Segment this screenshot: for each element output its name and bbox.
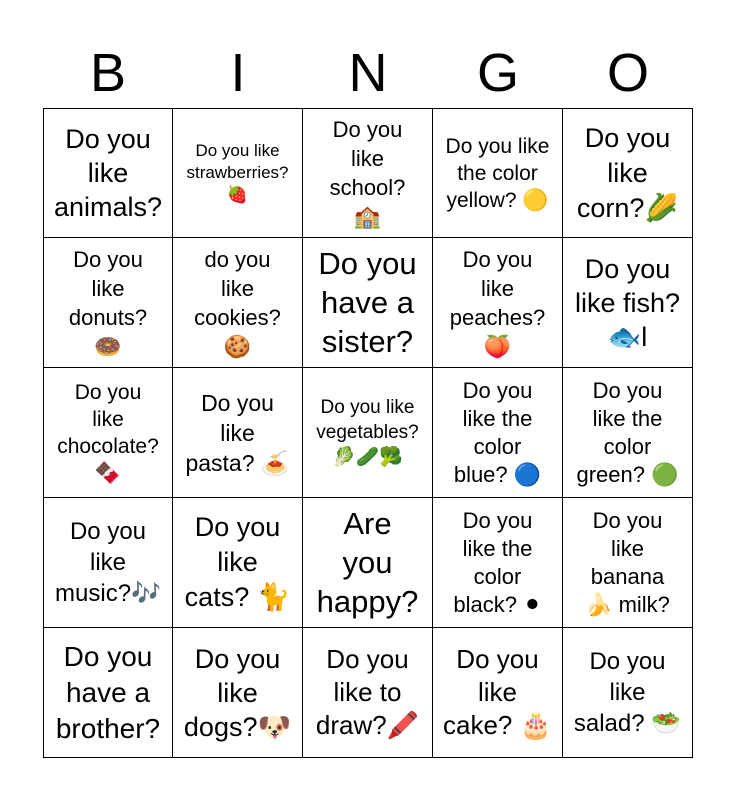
bingo-cell-text: Do you like the color green? 🟢 [576, 377, 679, 487]
bingo-cell[interactable] [303, 108, 433, 238]
bingo-cell[interactable] [173, 238, 303, 368]
bingo-cell[interactable] [303, 498, 433, 628]
bingo-cell[interactable] [433, 628, 563, 758]
bingo-cell[interactable] [563, 238, 693, 368]
bingo-cell-text: Do you like music?🎶 [55, 518, 161, 607]
bingo-cell-text: Do you like donuts? 🍩 [68, 246, 148, 359]
bingo-cell-text: Do you like the color yellow? 🟡 [445, 134, 550, 212]
bingo-cell[interactable] [433, 368, 563, 498]
bingo-cell[interactable] [563, 108, 693, 238]
bingo-cell[interactable] [563, 628, 693, 758]
header-letter-o: O [606, 43, 649, 103]
bingo-cell-text: Do you like cake? 🎂 [443, 644, 552, 740]
bingo-cell-text: Do you like strawberries? 🍓 [186, 141, 289, 204]
bingo-cell[interactable] [43, 498, 173, 628]
bingo-cell[interactable] [173, 108, 303, 238]
bingo-cell[interactable] [433, 108, 563, 238]
bingo-header [43, 40, 693, 106]
bingo-cell-text: Do you like peaches? 🍑 [449, 246, 546, 359]
bingo-cell-text: Do you have a sister? [318, 246, 417, 359]
bingo-cell-text: Do you like pasta? 🍝 [185, 389, 290, 476]
bingo-cell-text: Do you like corn?🌽 [576, 122, 679, 223]
header-letter-n: N [348, 43, 388, 103]
bingo-cell[interactable] [173, 368, 303, 498]
bingo-cell[interactable] [173, 628, 303, 758]
bingo-cell[interactable] [43, 368, 173, 498]
bingo-cell[interactable] [303, 238, 433, 368]
bingo-cell-text: Do you like vegetables? 🥬🥒🥦 [316, 397, 419, 468]
bingo-cell-text: Do you like school? 🏫 [329, 117, 406, 229]
bingo-cell-text: Do you like chocolate? 🍫 [57, 380, 159, 485]
header-letter-i: I [230, 43, 246, 103]
bingo-cell[interactable] [433, 498, 563, 628]
header-letter-b: B [89, 43, 127, 103]
bingo-cell[interactable] [563, 368, 693, 498]
header-letter-g: G [476, 43, 519, 103]
bingo-cell-text: Do you like banana 🍌 milk? [585, 507, 670, 617]
bingo-grid [43, 108, 693, 758]
bingo-cell[interactable] [563, 498, 693, 628]
bingo-cell-text: Do you have a brother? [55, 640, 161, 744]
bingo-cell-text: Do you like to draw?🖍️ [315, 644, 420, 740]
bingo-cell[interactable] [173, 498, 303, 628]
bingo-cell[interactable] [43, 108, 173, 238]
bingo-cell-text: Do you like the color black? ⚫ [453, 507, 542, 617]
bingo-cell-text: Do you like salad? 🥗 [573, 648, 682, 737]
bingo-cell-text: Do you like the color blue? 🔵 [453, 377, 542, 487]
bingo-cell[interactable] [43, 238, 173, 368]
bingo-cell-text: Are you happy? [316, 506, 419, 619]
bingo-cell-text: Do you like dogs?🐶 [183, 643, 292, 742]
bingo-cell-text: do you like cookies? 🍪 [194, 246, 281, 359]
bingo-cell-text: Do you like fish? 🐟l [574, 253, 681, 352]
bingo-cell-text: Do you like cats? 🐈 [184, 512, 291, 612]
bingo-cell[interactable] [43, 628, 173, 758]
bingo-cell-text: Do you like animals? [53, 124, 163, 222]
bingo-cell[interactable] [433, 238, 563, 368]
bingo-cell[interactable] [303, 628, 433, 758]
bingo-cell[interactable] [303, 368, 433, 498]
